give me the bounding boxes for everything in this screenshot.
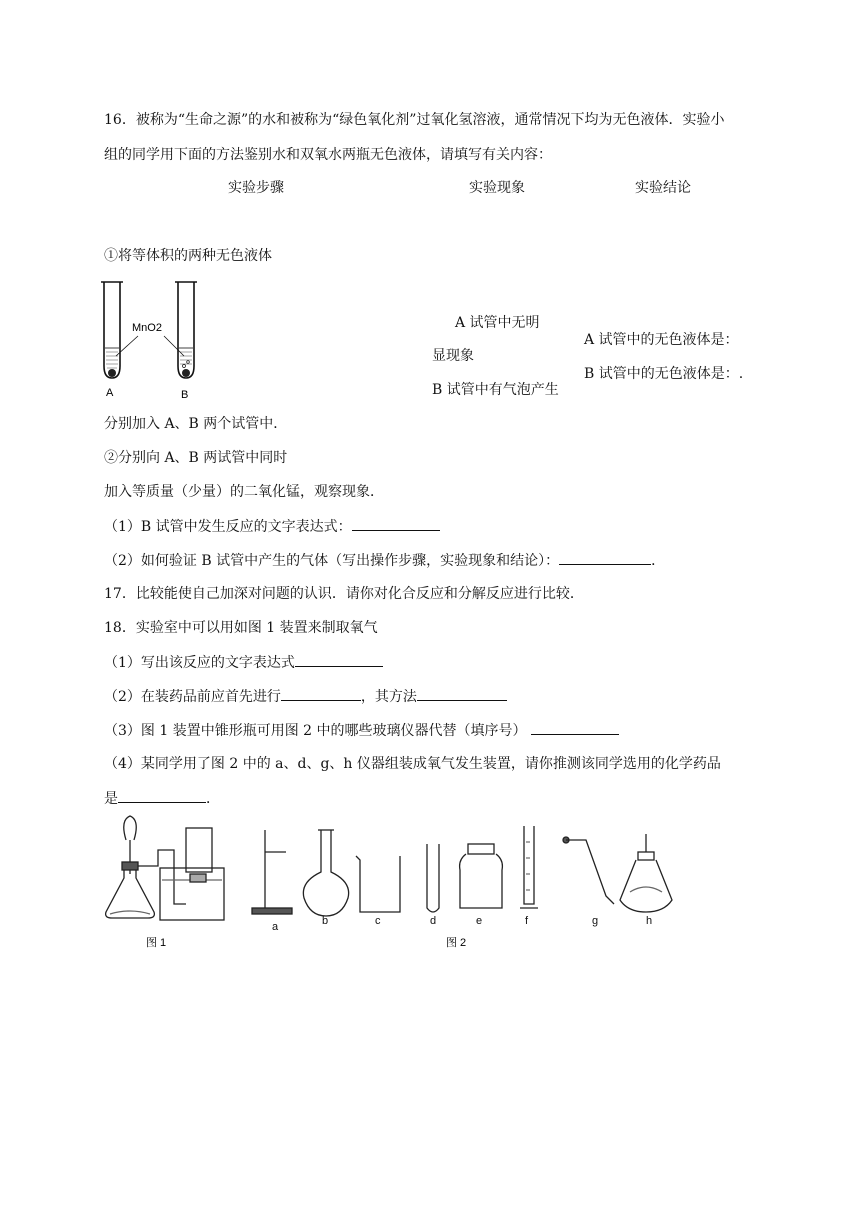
q16-sub2-end: ． [651, 553, 666, 569]
tube-b-label: B [181, 389, 189, 401]
q18-sub3 [104, 720, 619, 741]
q16-intro-line2: 组的同学用下面的方法鉴别水和双氧水两瓶无色液体，请填写有关内容： [104, 147, 552, 163]
q16-sub1 [104, 516, 440, 537]
phenomenon-b: B 试管中有气泡产生 [432, 382, 559, 398]
apparatus-a [252, 830, 292, 914]
figure2-label: 图 2 [446, 937, 467, 949]
phenomenon-a-line1: A 试管中无明 [455, 315, 540, 331]
label-f: f [525, 915, 529, 927]
q18-sub2-blank1[interactable] [281, 686, 361, 701]
label-b: b [322, 915, 329, 927]
label-c: c [375, 915, 381, 927]
q18-sub3-text: （3）图 1 装置中锥形瓶可用图 2 中的哪些玻璃仪器代替（填序号） [104, 723, 527, 739]
q18-title: 18．实验室中可以用如图 1 装置来制取氧气 [104, 620, 378, 636]
q18-sub1 [104, 652, 383, 673]
q18-sub4-blank[interactable] [118, 788, 206, 803]
q18-sub4-line2 [104, 788, 220, 809]
conclusion-b: B 试管中的无色液体是：. [584, 366, 744, 382]
label-a: a [272, 921, 279, 933]
conclusion-a: A 试管中的无色液体是： [584, 332, 739, 348]
apparatus-d [427, 844, 439, 912]
mno2-label: MnO2 [132, 322, 162, 334]
figure1-label: 图 1 [146, 937, 167, 949]
q16-step1: ①将等体积的两种无色液体 [104, 248, 272, 264]
test-tube-figure [98, 278, 208, 402]
apparatus-b [303, 830, 348, 916]
figure1-apparatus [106, 816, 224, 920]
apparatus-e [460, 844, 503, 908]
q16-step2a: ②分别向 A、B 两试管中同时 [104, 450, 288, 466]
q16-sub2 [104, 550, 665, 571]
q18-sub4-line1: （4）某同学用了图 2 中的 a、d、g、h 仪器组装成氧气发生装置，请你推测该同学选用的化学药品 [104, 756, 721, 772]
q16-sub1-text: （1）B 试管中发生反应的文字表达式： [104, 519, 352, 535]
apparatus-figure [100, 812, 680, 952]
apparatus-g [563, 837, 614, 904]
label-e: e [476, 915, 483, 927]
q18-sub1-blank[interactable] [295, 652, 383, 667]
header-phenomena: 实验现象 [469, 180, 525, 196]
q18-sub2-text-a: （2）在装药品前应首先进行 [104, 689, 281, 705]
label-d: d [430, 915, 437, 927]
q16-intro-line1: 16．被称为“生命之源”的水和被称为“绿色氧化剂”过氧化氢溶液，通常情况下均为无色液体．实验小 [104, 112, 725, 128]
q18-sub2-text-b: ，其方法 [360, 689, 417, 705]
tube-a-label: A [106, 387, 114, 399]
header-steps: 实验步骤 [228, 180, 284, 196]
q16-step1b: 分别加入 A、B 两个试管中． [104, 416, 288, 432]
q18-sub3-blank[interactable] [531, 720, 619, 735]
apparatus-f [520, 826, 538, 908]
label-g: g [592, 915, 599, 927]
q16-step2b: 加入等质量（少量）的二氧化锰，观察现象． [104, 484, 384, 500]
phenomenon-a-line2: 显现象 [432, 348, 474, 364]
q16-sub1-blank[interactable] [352, 516, 440, 531]
q16-sub2-blank[interactable] [559, 550, 651, 565]
q16-sub2-text: （2）如何验证 B 试管中产生的气体（写出操作步骤，实验现象和结论）： [104, 553, 560, 569]
q18-sub4-text: 是 [104, 791, 118, 807]
apparatus-h [620, 834, 672, 912]
q18-sub2-blank2[interactable] [417, 686, 507, 701]
apparatus-c [356, 856, 400, 912]
q18-sub4-end: ． [206, 791, 220, 807]
q17-text: 17．比较能使自己加深对问题的认识．请你对化合反应和分解反应进行比较． [104, 586, 584, 602]
q18-sub1-text: （1）写出该反应的文字表达式 [104, 655, 295, 671]
q18-sub2 [104, 686, 507, 707]
header-conclusion: 实验结论 [635, 180, 691, 196]
label-h: h [646, 915, 653, 927]
